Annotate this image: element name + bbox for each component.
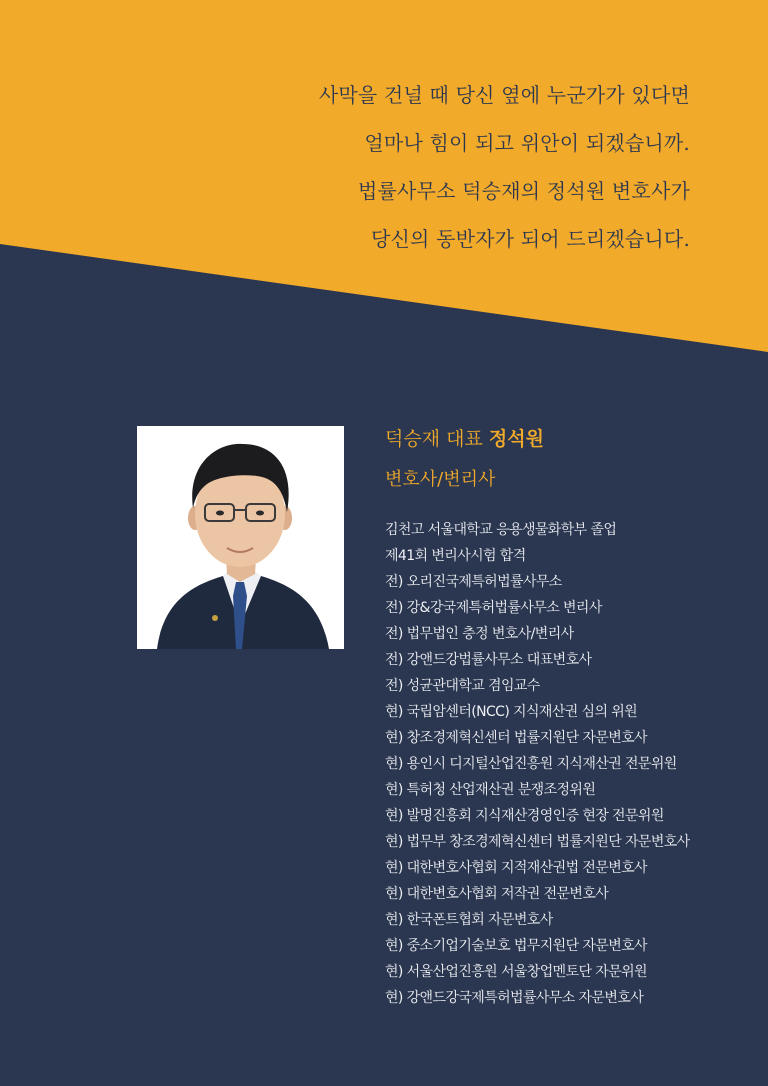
intro-line: 법률사무소 덕승재의 정석원 변호사가 [358, 179, 690, 203]
career-item: 전) 성균관대학교 겸임교수 [385, 678, 540, 694]
career-item: 현) 용인시 디지털산업진흥원 지식재산권 전문위원 [385, 756, 677, 772]
career-item: 현) 대한변호사협회 지적재산권법 전문변호사 [385, 860, 647, 876]
title-prefix: 덕승재 대표 [385, 428, 483, 450]
career-item: 제41회 변리사시험 합격 [385, 548, 526, 564]
career-item: 현) 중소기업기술보호 법무지원단 자문변호사 [385, 938, 647, 954]
career-item: 현) 대한변호사협회 저작권 전문변호사 [385, 886, 609, 902]
career-item: 전) 강&강국제특허법률사무소 변리사 [385, 600, 602, 616]
career-item: 현) 법무부 창조경제혁신센터 법률지원단 자문변호사 [385, 834, 690, 850]
career-item: 전) 법무법인 충정 변호사/변리사 [385, 626, 574, 642]
career-item: 현) 강앤드강국제특허법률사무소 자문변호사 [385, 990, 644, 1006]
career-item: 현) 발명진흥회 지식재산경영인증 현장 전문위원 [385, 808, 664, 824]
lawyer-name [385, 424, 544, 451]
career-item: 김천고 서울대학교 응용생물화학부 졸업 [385, 522, 617, 538]
career-item: 현) 서울산업진흥원 서울창업멘토단 자문위원 [385, 964, 647, 980]
intro-line: 얼마나 힘이 되고 위안이 되겠습니까. [364, 131, 690, 155]
career-item: 현) 한국폰트협회 자문변호사 [385, 912, 553, 928]
intro-message [0, 72, 690, 264]
lawyer-portrait-photo [137, 426, 344, 649]
portrait-illustration [137, 426, 344, 649]
intro-line: 사막을 건널 때 당신 옆에 누군가가 있다면 [318, 83, 690, 107]
name-text: 정석원 [488, 428, 544, 450]
career-item: 현) 특허청 산업재산권 분쟁조정위원 [385, 782, 596, 798]
career-item: 전) 오리진국제특허법률사무소 [385, 574, 562, 590]
career-item: 현) 국립암센터(NCC) 지식재산권 심의 위원 [385, 704, 638, 720]
career-list [385, 520, 690, 1014]
lawyer-role: 변호사/변리사 [385, 469, 496, 490]
career-item: 전) 강앤드강법률사무소 대표변호사 [385, 652, 592, 668]
intro-line: 당신의 동반자가 되어 드리겠습니다. [370, 227, 690, 251]
career-item: 현) 창조경제혁신센터 법률지원단 자문변호사 [385, 730, 647, 746]
